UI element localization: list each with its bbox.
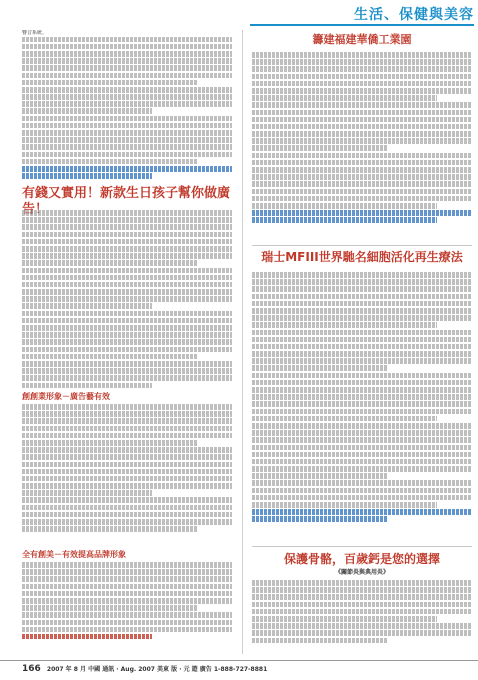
left-article-1: [22, 210, 232, 388]
left-headline-2: 創創業形象－廣告藝有效: [22, 392, 110, 401]
right-divider-1: [252, 245, 472, 246]
column-divider: [242, 30, 243, 654]
left-intro-text: [22, 30, 232, 180]
right-headline-2: 瑞士MFIII世界馳名細胞活化再生療法: [261, 250, 463, 264]
section-label: 生活、保健與美容: [354, 7, 474, 23]
right-article-2: [252, 272, 472, 544]
left-article-3: [22, 562, 232, 656]
right-subheadline-3: 《關節炎與典用炎》: [334, 569, 389, 576]
footer-text: 2007 年 8 月 中國 通訊 · Aug. 2007 美東 版 · 元 遊 廣告 1-888-727-8881: [46, 666, 268, 673]
right-article-1: [252, 52, 472, 242]
left-headline-3: 全有創美－有效提高品牌形象: [22, 550, 126, 559]
right-headline-1: 籌建福建華僑工業園: [312, 33, 412, 46]
page-footer: [22, 664, 462, 676]
intro-lines: [22, 37, 232, 179]
section-rule: [250, 24, 474, 26]
right-article-3: [252, 580, 472, 656]
right-headline-3: 保護骨骼，百歲鈣是您的選擇: [283, 552, 440, 566]
footer-rule: [0, 660, 478, 661]
page-number: 166: [22, 664, 41, 674]
left-headline-1: 有錢又實用！新款生日孩子幫你做廣: [22, 186, 231, 201]
left-article-2: [22, 404, 232, 546]
intro-snippet: 響音系統。: [22, 30, 48, 36]
right-divider-2: [252, 546, 472, 547]
